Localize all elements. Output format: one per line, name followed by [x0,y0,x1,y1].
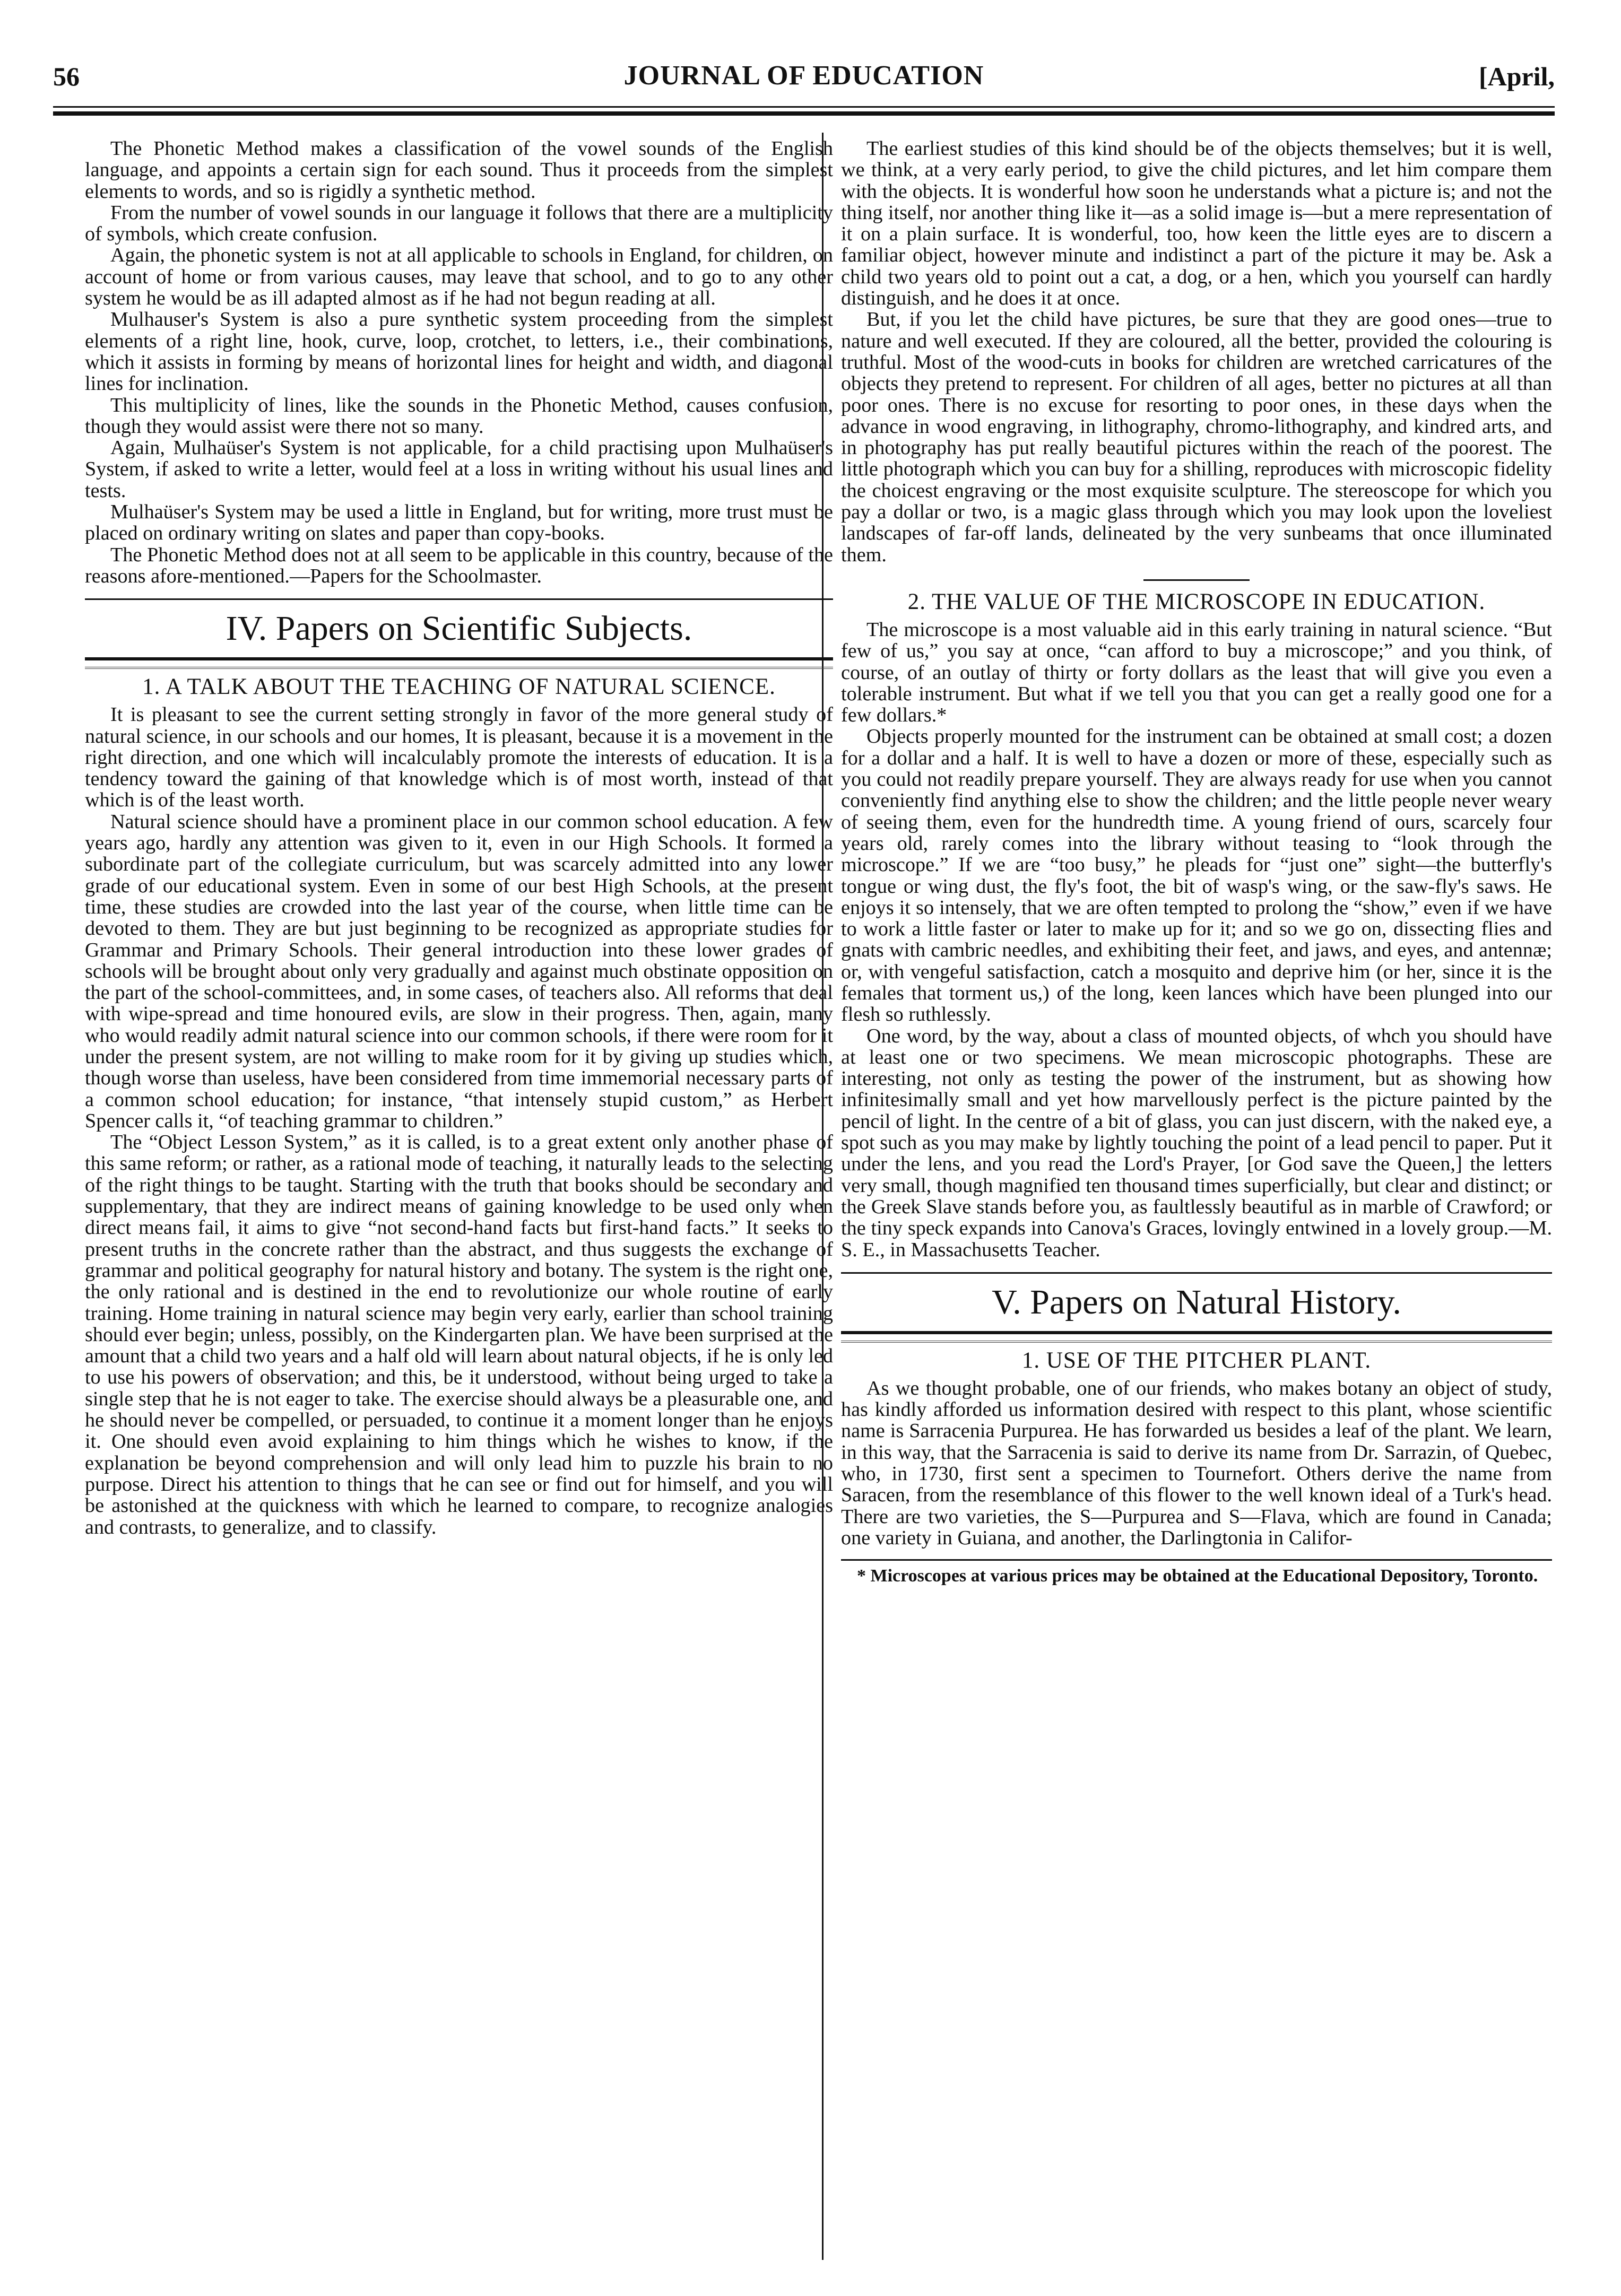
footnote [841,1559,1552,1586]
paragraph: The Phonetic Method does not at all seem to be applicable in this country, because of the reasons afore-mentioned.—Papers for the Schoolmaster. [85,543,833,587]
journal-title: JOURNAL OF EDUCATION [623,60,984,91]
paragraph: Objects properly mounted for the instrument can be obtained at small cost; a dozen for a dollar and a half. It is well to have a dozen or more of these, especially such as you could not readily prepare yourself. They are always ready for use when you cannot conveniently find anything else to show the children; and the little people never weary of seeing them, even for the hundredth time. A young friend of ours, scarcely four years old, rarely comes into the library without teasing to “look through the microscope.” If we are “too busy,” he pleads for “just one” sight—the butterfly's tongue or wing dust, the fly's foot, the bit of wasp's wing, or the saw-fly's saws. He enjoys it so intensely, that we are often tempted to prolong the “show,” even if we have to work a little faster or later to make up for it; and so we go on, dissecting flies and gnats with cambric needles, and exhibiting their feet, and jaws, and eyes, and antennæ; or, with vengeful satisfaction, catch a mosquito and deprive him (or her, since it is the females that torment us,) of the long, keen lances which have been plunged into our flesh so ruthlessly. [841,725,1552,1026]
issue-month: [April, [1478,62,1555,91]
paragraph: From the number of vowel sounds in our language it follows that there are a multiplicity of symbols, which create confusion. [85,201,833,246]
paragraph: Again, the phonetic system is not at all applicable to schools in England, for children, on account of home or from various causes, may leave that school, and to go to any other system he would be as ill adapted almost as if he had not begun reading at all. [85,244,833,310]
right-column [841,138,1552,1586]
header-rule [53,106,1555,108]
section-heading: IV. Papers on Scientific Subjects. [85,598,833,660]
page-header [53,56,1555,98]
page-number: 56 [53,62,80,91]
paragraph: The microscope is a most valuable aid in this early training in natural science. “But few of us,” you say at once, “can afford to buy a microscope;” and you think, of course, of an outlay of thirty or forty dollars as the least that will give you even a tolerable instrument. But what if we tell you that you can get a really good one for a few dollars.* [841,618,1552,727]
paragraph: Mulhauser's System is also a pure synthetic system proceeding from the simplest elements of a right line, hook, curve, loop, crotchet, to letters, i.e., their combinations, which it assists in forming by means of horizontal lines for height and width, and diagonal lines for inclination. [85,308,833,395]
paragraph: The “Object Lesson System,” as it is called, is to a great extent only another phase of this same reform; or rather, as a rational mode of teaching, it naturally leads to the selecting of the right things to be taught. Starting with the truth that books should be secondary and supplementary, that they are indirect means of gaining knowledge to be used only when direct means fail, it aims to give “not second-hand facts but first-hand facts.” It seeks to present truths in the concrete rather than the abstract, and thus suggests the exchange of grammar and political geography for natural history and botany. The system is the right one, the only rational and is destined in the end to revolutionize our whole routine of early training. Home training in natural science may begin very early, earlier than school training should ever begin; unless, possibly, on the Kindergarten plan. We have been surprised at the amount that a child two years and a half old will learn about natural objects, if he is only led to use his powers of observation; and this, be it understood, without being urged to take a single step that he is not eager to take. The exercise should always be a pleasurable one, and he should never be compelled, or persuaded, to continue it a moment longer than he enjoys it. One should even avoid explaining to him things which he wishes to know, if the explanation be beyond comprehension and will only lead him to puzzle his brain to no purpose. Direct his attention to things that he can see or find out for himself, and you will be astonished at the quickness with which he learned to compare, to recognize analogies and contrasts, to generalize, and to classify. [85,1131,833,1538]
paragraph: This multiplicity of lines, like the sounds in the Phonetic Method, causes confusion, though they would assist were there not so many. [85,394,833,438]
paragraph: Mulhaüser's System may be used a little in England, but for writing, more trust must be placed on ordinary writing on slates and paper than copy-books. [85,501,833,545]
article-separator [1143,579,1250,581]
article-heading: 1. USE OF THE PITCHER PLANT. [1021,1347,1372,1373]
paragraph: Natural science should have a prominent place in our common school education. A few years ago, hardly any attention was given to it, even in our High Schools. It formed a subordinate part of the collegiate curriculum, but was scarcely admitted into any lower grade of our educational system. Even in some of our best High Schools, at the present time, these studies are crowded into the last year of the course, when little time can be devoted to them. They are but just beginning to be recognized as appropriate studies for Grammar and Primary Schools. Their general introduction into these lower grades of schools will be brought about only very gradually and against much obstinate opposition on the part of the school-committees, and, in some cases, of teachers also. All reforms that deal with wipe-spread and time honoured evils, are slow in their progress. Then, again, many who would readily admit natural science into our common schools, if there were room for it under the present system, are not willing to make room for it by giving up studies which, though worse than useless, have been considered from time immemorial necessary parts of a common school education; for instance, “that intensely stupid custom,” as Herbert Spencer calls it, “of teaching grammar to children.” [85,810,833,1132]
paragraph: The Phonetic Method makes a classification of the vowel sounds of the English language, and appoints a certain sign for each sound. Thus it proceeds from the simplest elements to words, and so is rigidly a synthetic method. [85,137,833,203]
ornamental-rule [841,1341,1552,1343]
footnote-text: * Microscopes at various prices may be obtained at the Educational Depository, Toronto. [857,1566,1538,1586]
ornamental-rule [85,667,833,669]
paragraph: The earliest studies of this kind should be of the objects themselves; but it is well, we think, at a very early period, to give the child pictures, and let him compare them with the objects. It is wonderful how soon he understands what a picture is; and not the thing itself, nor another thing like it—as a solid image is—but a mere representation of it on a plain surface. It is wonderful, too, how keen the little eyes are to discern a familiar object, however minute and indistinct a part of the picture it may be. Ask a child two years old to point out a cat, a dog, or a hen, which you yourself can hardly distinguish, and he does it at once. [841,137,1552,310]
article-heading: 2. THE VALUE OF THE MICROSCOPE IN EDUCATION. [907,589,1486,614]
paragraph: It is pleasant to see the current setting strongly in favor of the more general study of natural science, in our schools and our homes, It is pleasant, because it is a movement in the right direction, and one which will incalculably promote the interests of education. It is a tendency toward the gaining of that knowledge which is of most worth, instead of that which is of the least worth. [85,703,833,812]
article-heading: 1. A TALK ABOUT THE TEACHING OF NATURAL SCIENCE. [142,674,776,700]
paragraph: But, if you let the child have pictures, be sure that they are good ones—true to nature and well executed. If they are coloured, all the better, provided the colouring is truthful. Most of the wood-cuts in books for children are wretched carricatures of the objects they pretend to represent. For children of all ages, better no pictures at all than poor ones. There is no excuse for resorting to poor ones, in these days when the advance in wood engraving, in lithography, chromo-lithography, and kindred arts, and in photography has put really beautiful pictures within the reach of the poorest. The little photograph which you can buy for a shilling, reproduces with microscopic fidelity the choicest engraving or the most exquisite sculpture. The stereoscope for which you pay a dollar or two, is a magic glass through which you may look upon the loveliest landscapes of far-off lands, delineated by the very sunbeams that once illuminated them. [841,308,1552,566]
left-column [85,138,833,1538]
paragraph: Again, Mulhaüser's System is not applicable, for a child practising upon Mulhaüser's System, if asked to write a letter, would feel at a loss in writing without his usual lines and tests. [85,437,833,502]
header-rule-thick [53,111,1555,116]
paragraph: One word, by the way, about a class of mounted objects, of whch you should have at least one or two specimens. We mean microscopic photographs. These are interesting, not only as testing the power of the instrument, but as showing how infinitesimally small and yet how marvellously perfect is the picture painted by the pencil of light. In the centre of a bit of glass, you can just discern, with the naked eye, a spot such as you may make by lightly touching the point of a lead pencil to paper. Put it under the lens, and you read the Lord's Prayer, [or God save the Queen,] the letters very small, though magnified ten thousand times superficially, but clear and distinct; or the Greek Slave stands before you, as faultlessly beautiful as in marble of Crawford; or the tiny speck expands into Canova's Graces, lovingly entwined in a lovely group.—M. S. E., in Massachusetts Teacher. [841,1024,1552,1261]
section-heading: V. Papers on Natural History. [841,1272,1552,1334]
paragraph: As we thought probable, one of our friends, who makes botany an object of study, has kindly afforded us information desired with respect to this plant, whose scientific name is Sarracenia Purpurea. He has forwarded us besides a leaf of the plant. We learn, in this way, that the Sarracenia is said to derive its name from Dr. Sarrazin, of Quebec, who, in 1730, first sent a specimen to Tournefort. Others derive the name from Saracen, from the resemblance of this flower to the well known ideal of a Turk's head. There are two varieties, the S—Purpurea and S—Flava, which are found in Canada; one variety in Guiana, and another, the Darlingtonia in Califor- [841,1377,1552,1549]
